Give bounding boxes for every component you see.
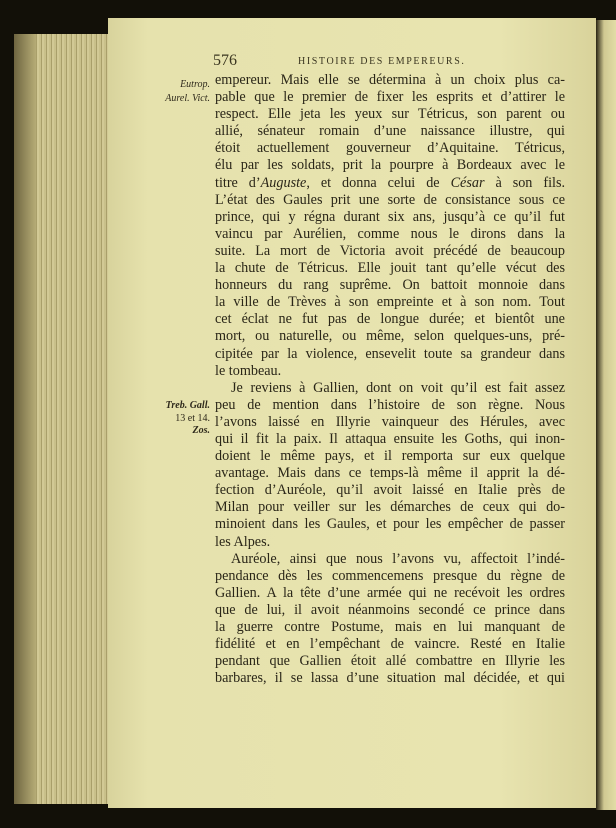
facing-page-edge xyxy=(596,20,616,810)
text-line: Auréole, ainsi que nous l’avons vu, affectoit l’indé- xyxy=(231,550,565,567)
text-line: fection d’Auréole, qu’il avoit laissé en Italie près de xyxy=(215,482,565,499)
text-line: allié, sénateur romain d’une naissance illustre, qui xyxy=(215,123,565,140)
text-line: étoit actuellement gouverneur d’Aquitaine. Tétricus, xyxy=(215,140,565,157)
italic-word: César xyxy=(450,174,485,191)
text-line: la chute de Tétricus. Elle jouit tant qu’elle vécut des xyxy=(215,260,565,277)
text-line: les Alpes. xyxy=(215,533,271,550)
text-line: mort, ou naturelle, ou même, selon quelques-uns, pré- xyxy=(215,328,565,345)
text-line: avantage. Mais dans ce temps-là même il apprit la dé- xyxy=(215,465,565,482)
text-line: suite. La mort de Victoria avoit précédé de beaucoup xyxy=(215,242,565,259)
text-line: prince, qui y régna durant six ans, jusqu’à ce qu’il fut xyxy=(215,208,565,225)
text-line xyxy=(215,175,565,192)
text-line: l’avons laissé en Illyrie vainqueur des Hérules, avec xyxy=(215,413,565,430)
text-line: cet éclat ne fut pas de longue durée; et bientôt une xyxy=(215,311,565,328)
text-line: la ville de Trèves à son empreinte et à son nom. Tout xyxy=(215,294,565,311)
text-segment: , et donna celui de xyxy=(306,174,440,191)
margin-note: 13 et 14. xyxy=(175,413,210,424)
text-line: peu de mention dans l’histoire de son règne. Nous xyxy=(215,396,565,413)
text-line: empereur. Mais elle se détermina à un choix plus ca- xyxy=(215,72,565,88)
text-line: Je reviens à Gallien, dont on voit qu’il est fait assez xyxy=(231,379,565,396)
text-line: qui il fit la paix. Il attaqua ensuite les Goths, qui inon- xyxy=(215,430,565,447)
text-line: honneurs du rang suprême. On battoit monnoie dans xyxy=(215,277,565,294)
text-line: pable que le premier de fixer les esprits et d’attirer le xyxy=(215,89,565,106)
text-line: cipitée par la violence, ensevelit toute sa grandeur dans xyxy=(215,345,565,362)
text-line: fidélité et en l’empêchant de vaincre. Resté en Italie xyxy=(215,636,565,653)
text-line: pendance dès les commencemens presque du règne de xyxy=(215,567,565,584)
text-line: Gallien. A la tête d’une armée qui ne recévoit les ordres xyxy=(215,584,565,601)
body-text xyxy=(215,72,565,687)
text-line: vaincu par Aurélien, comme nous le dirons dans la xyxy=(215,225,565,242)
text-line: pendant que Gallien étoit allé combattre en Illyrie les xyxy=(215,653,565,670)
text-line: L’état des Gaules prit une sorte de consistance sous ce xyxy=(215,191,565,208)
running-title: HISTOIRE DES EMPEREURS. xyxy=(298,56,466,67)
text-line: barbares, il se lassa d’une situation mal décidée, et qui xyxy=(215,670,565,687)
text-line: Milan pour veiller sur les démarches de ceux qui do- xyxy=(215,499,565,516)
text-segment: titre d’ xyxy=(215,174,261,191)
text-line: minoient dans les Gaules, et pour les empêcher de passer xyxy=(215,516,565,533)
margin-note: Zos. xyxy=(192,425,210,436)
text-line: doient le même pays, et il remporta sur eux quelque xyxy=(215,448,565,465)
text-segment: à son fils. xyxy=(495,174,566,191)
text-line: respect. Elle jeta les yeux sur Tétricus, son parent ou xyxy=(215,106,565,123)
page-edges xyxy=(14,34,114,804)
text-line: le tombeau. xyxy=(215,362,282,379)
margin-note: Treb. Gall. xyxy=(165,400,210,411)
italic-word: Auguste xyxy=(260,174,307,191)
text-line: élu par les soldats, prit la pourpre à Bordeaux avec le xyxy=(215,157,565,174)
text-line: que de lui, il avoit néanmoins secondé ce prince dans xyxy=(215,601,565,618)
text-line: la guerre contre Postume, mais en lui manquant de xyxy=(215,619,565,635)
margin-note: Eutrop. xyxy=(180,79,210,90)
margin-note: Aurel. Vict. xyxy=(165,93,210,104)
page-number: 576 xyxy=(213,52,237,69)
